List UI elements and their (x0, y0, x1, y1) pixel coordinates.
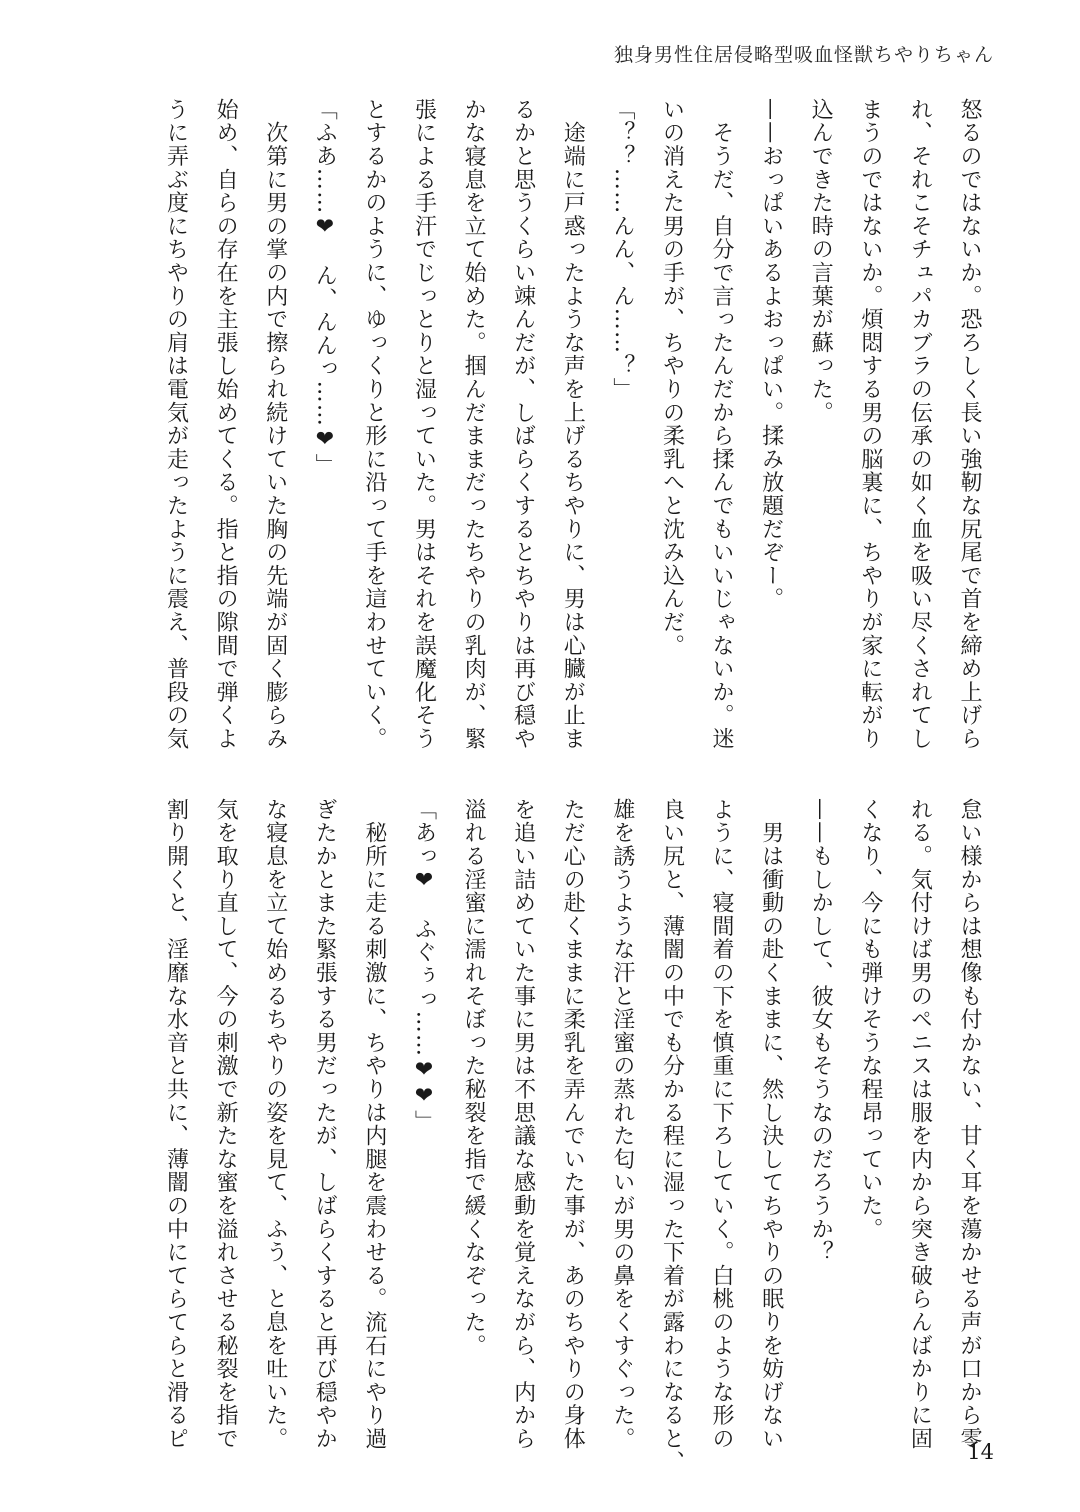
text-line: 怠い様からは想像も付かない、甘く耳を蕩かせる声が口から零 (957, 798, 982, 1451)
text-line: 良い尻と、薄闇の中でも分かる程に湿った下着が露わになると、 (659, 798, 685, 1474)
text-block-top (151, 98, 994, 751)
running-header-title: 独身男性住居侵略型吸血怪獣ちやりちゃん (613, 44, 994, 66)
text-line: 気を取り直して、今の刺激で新たな蜜を溢れさせる秘裂を指で (213, 798, 239, 1451)
text-line: 溢れる淫蜜に濡れそぼった秘裂を指で緩くなぞった。 (461, 798, 487, 1358)
text-line: ように、寝間着の下を慎重に下ろしていく。白桃のような形の (709, 798, 735, 1451)
text-line: 張による手汗でじっとりと湿っていた。男はそれを誤魔化そう (411, 98, 437, 751)
text-line: ぎたかとまた緊張する男だったが、しばらくすると再び穏やか (312, 798, 338, 1451)
text-line: れる。気付けば男のペニスは服を内から突き破らんばかりに固 (907, 798, 933, 1451)
text-line: を追い詰めていた事に男は不思議な感動を覚えながら、内から (510, 798, 536, 1451)
text-line: 次第に男の掌の内で擦られ続けていた胸の先端が固く膨らみ (262, 98, 288, 751)
text-line: 込んできた時の言葉が蘇った。 (808, 98, 834, 425)
text-line: 割り開くと、淫靡な水音と共に、薄闇の中にてらてらと滑るピ (163, 798, 189, 1451)
text-line: うに弄ぶ度にちやりの肩は電気が走ったように震え、普段の気 (163, 98, 189, 751)
text-line: 秘所に走る刺激に、ちやりは内腿を震わせる。流石にやり過 (361, 798, 387, 1451)
text-line: くなり、今にも弾けそうな程昂っていた。 (857, 798, 883, 1241)
text-line: とするかのように、ゆっくりと形に沿って手を這わせていく。 (361, 98, 387, 751)
text-line: な寝息を立て始めるちやりの姿を見て、ふう、と息を吐いた。 (262, 798, 288, 1451)
text-line: まうのではないか。煩悶する男の脳裏に、ちやりが家に転がり (857, 98, 883, 751)
text-line: 始め、自らの存在を主張し始めてくる。指と指の隙間で弾くよ (213, 98, 239, 751)
text-line: ——もしかして、彼女もそうなのだろうか？ (808, 798, 834, 1264)
text-line: るかと思うくらい竦んだが、しばらくするとちやりは再び穏や (510, 98, 536, 751)
text-line: ただ心の赴くままに柔乳を弄んでいた事が、あのちやりの身体 (560, 798, 586, 1451)
text-line: そうだ、自分で言ったんだから揉んでもいいじゃないか。迷 (709, 98, 735, 751)
text-line: 雄を誘うような汗と淫蜜の蒸れた匂いが男の鼻をくすぐった。 (609, 798, 635, 1451)
text-line: れ、それこそチュパカブラの伝承の如く血を吸い尽くされてし (907, 98, 933, 751)
text-line: 「ふあ……❤ ん、んんっ……❤」 (312, 98, 338, 477)
text-line: いの消えた男の手が、ちやりの柔乳へと沈み込んだ。 (659, 98, 685, 658)
text-line: 男は衝動の赴くままに、然し決してちやりの眠りを妨げない (758, 798, 784, 1451)
page-number: 14 (967, 1440, 994, 1464)
text-line: かな寝息を立て始めた。掴んだままだったちやりの乳肉が、緊 (461, 98, 487, 751)
text-line: 途端に戸惑ったような声を上げるちやりに、男は心臓が止ま (560, 98, 586, 751)
text-line: 怒るのではないか。恐ろしく長い強靭な尻尾で首を締め上げら (957, 98, 982, 751)
text-line: 「あっ❤ ふぐぅっ……❤❤」 (411, 798, 437, 1134)
text-line: ——おっぱいあるよおっぱい。揉み放題だぞー。 (758, 98, 784, 611)
text-line: 「？？……んん、ん……？」 (609, 98, 635, 401)
